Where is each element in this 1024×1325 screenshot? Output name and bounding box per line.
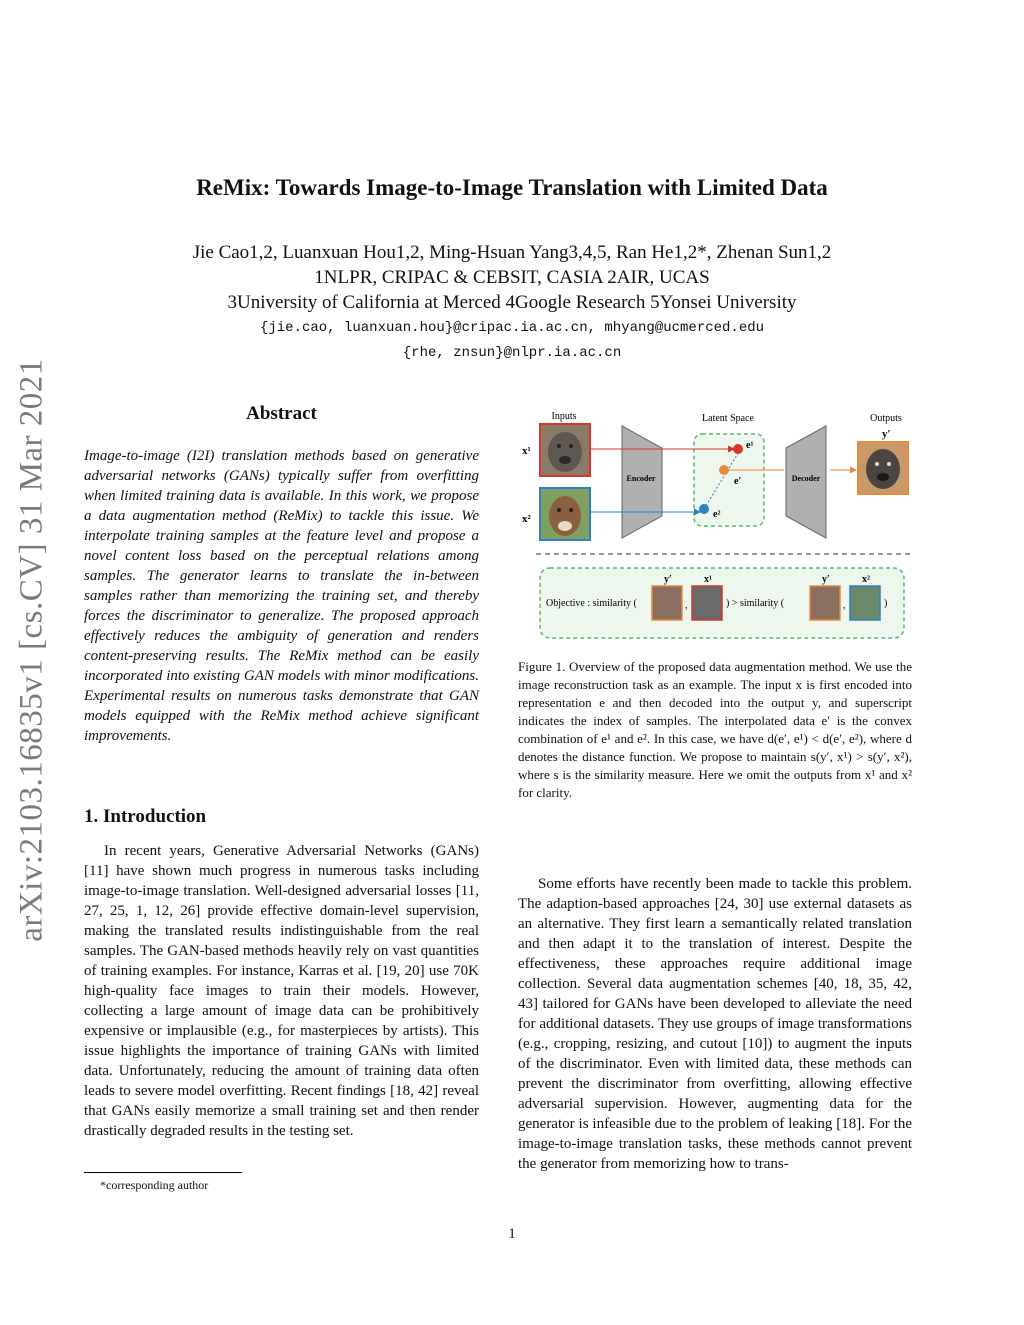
email-line-1: {jie.cao, luanxuan.hou}@cripac.ia.ac.cn, mhyang@ucmerced.edu [259, 320, 765, 336]
e1-point [733, 444, 743, 454]
arxiv-sidebar [12, 350, 52, 950]
footnote-rule [84, 1172, 242, 1173]
obj-y-image-2 [810, 586, 840, 620]
input-image-x1 [540, 424, 590, 476]
fig-yprime-label: y′ [882, 428, 891, 440]
output-image [858, 442, 908, 494]
author-list: Jie Cao1,2, Luanxuan Hou1,2, Ming-Hsuan Yang3,4,5, Ran He1,2*, Zhenan Sun1,2 [192, 242, 832, 263]
e1-label: e¹ [746, 440, 754, 451]
obj-comma-2: , [843, 600, 846, 611]
abstract-heading: Abstract [246, 403, 317, 424]
e2-label: e² [713, 509, 721, 520]
eprime-label: e′ [734, 476, 742, 487]
paper-title: ReMix: Towards Image-to-Image Translation with Limited Data [196, 175, 828, 200]
e2-point [699, 504, 709, 514]
obj-x2-image [850, 586, 880, 620]
eprime-point [719, 465, 729, 475]
email-line-2: {rhe, znsun}@nlpr.ia.ac.cn [402, 345, 622, 361]
input-image-x2 [540, 488, 590, 540]
objective-text: Objective : similarity ( [546, 598, 637, 609]
intro-heading: 1. Introduction [84, 806, 207, 827]
obj-x2-label: x² [862, 574, 870, 585]
obj-x1-label: x¹ [704, 574, 712, 585]
footnote: *corresponding author [100, 1178, 209, 1192]
obj-y1-label: y′ [664, 574, 672, 585]
obj-y-image-1 [652, 586, 682, 620]
affiliations-2: 3University of California at Merced 4Google Research 5Yonsei University [227, 292, 797, 313]
fig-outputs-label: Outputs [870, 413, 902, 424]
fig-latent-label: Latent Space [702, 413, 754, 424]
arxiv-id: arXiv:2103.16835v1 [cs.CV] 31 Mar 2021 [13, 358, 50, 942]
affiliations-1: 1NLPR, CRIPAC & CEBSIT, CASIA 2AIR, UCAS [314, 267, 710, 288]
decoder-label: Decoder [791, 474, 821, 483]
abstract-text: Image-to-image (I2I) translation methods based on generative adversarial networks (GANs) typically suffer from overfitting when limited training data is available. In this work, we propose a data augmentation method (ReMix) to tackle this issue. We interpolate training samples at the feature level and propose a novel content loss based on the perceptual relations among samples. The generator learns to translate the in-between samples rather than memorizing the training set, and thereby forces the discriminator to generalize. The proposed approach effectively reduces the ambiguity of generation and renders content-preserving results. The ReMix method can be easily incorporated into existing GAN models with minor modifications. Experimental results on numerous tasks demonstrate that GAN models equipped with the ReMix method achieve significant improvements. [84, 448, 479, 744]
fig-x2-label: x² [522, 513, 531, 525]
figure-caption: Figure 1. Overview of the proposed data augmentation method. We use the image reconstruction task as an example. The input x is first encoded into representation e and then decoded into the output y, and superscript indicates the index of samples. The interpolated data e′ is the convex combination of e¹ and e². In this case, we have d(e′, e¹) < d(e′, e²), where d denotes the distance function. We propose to maintain s(y′, x¹) > s(y′, x²), where s is the similarity measure. Here we omit the outputs from x¹ and x² for clarity. [518, 659, 912, 800]
intro-text: In recent years, Generative Adversarial Networks (GANs) [11] have shown much progress in numerous tasks including image-to-image translation. Well-designed adversarial losses [11, 27, 25, 1, 12, 26] provide effective domain-level supervision, making the translated results indistinguishable from the real samples. The GAN-based methods heavily rely on vast quantities of training examples. For instance, Karras et al. [19, 20] use 70K high-quality face images to train their models. However, collecting a large amount of image data can be prohibitively expensive or implausible (e.g., for masterpieces by artists). This issue highlights the importance of training GANs with limited data. Unfortunately, reducing the amount of training data often leads to severe model overfitting. Recent findings [18, 42] reveal that GANs easily memorize a small training set and then render drastically degraded results in the testing set. [84, 843, 479, 1139]
right-column-text: Some efforts have recently been made to tackle this problem. The adaption-based approaches [24, 30] use external datasets as an alternative. They first learn a semantically related translation and then adapt it to the translation of interest. Despite the effectiveness, these approaches require additional image collection. Several data augmentation schemes [40, 18, 35, 42, 43] tailored for GANs have been developed to alleviate the need for additional datasets. They use groups of image transformations (e.g., cropping, resizing, and cutout [10]) to augment the inputs of the discriminator. Even with limited data, these methods can prevent the discriminator from overfitting, allowing effective adversarial supervision. However, augmenting data for the generator is infeasible due to the problem of leaking [18]. For the image-to-image translation tasks, these methods cannot prevent the generator from memorizing how to trans- [518, 876, 912, 1172]
fig-x1-label: x¹ [522, 445, 531, 457]
obj-y2-label: y′ [822, 574, 830, 585]
figure-1 [516, 404, 914, 642]
obj-comma-1: , [685, 600, 688, 611]
fig-inputs-label: Inputs [551, 411, 577, 422]
obj-x1-image [692, 586, 722, 620]
obj-gt-text: ) > similarity ( [726, 598, 785, 609]
page-number: 1 [508, 1226, 516, 1242]
author-block [0, 240, 1024, 315]
encoder-label: Encoder [626, 474, 656, 483]
obj-close: ) [884, 598, 888, 609]
email-block [0, 316, 1024, 366]
